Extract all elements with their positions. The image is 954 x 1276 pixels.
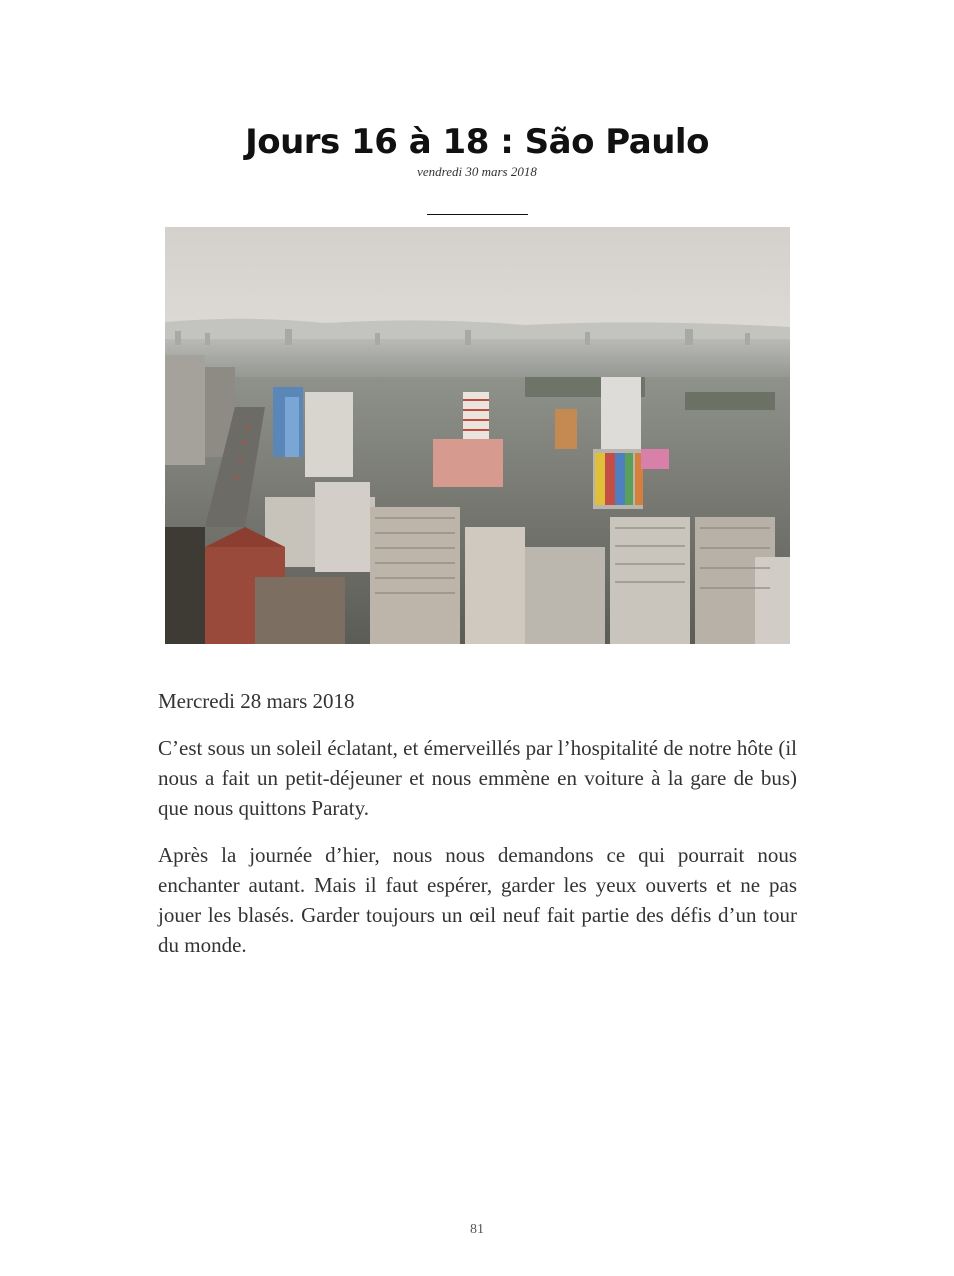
page-title: Jours 16 à 18 : São Paulo — [245, 122, 709, 162]
publish-date: vendredi 30 mars 2018 — [417, 164, 537, 179]
paragraph: Après la journée d’hier, nous nous demandons ce qui pourrait nous enchanter autant. Mais il faut espérer, garder les yeux ouverts et ne pas jouer les blasés. Garder toujours un œil neuf fait partie des défis d’un tour du monde. — [158, 843, 797, 957]
paragraph: C’est sous un soleil éclatant, et émerveillés par l’hospitalité de notre hôte (il nous a fait un petit-déjeuner et nous emmène en voiture à la gare de bus) que nous quittons Paraty. — [158, 736, 797, 820]
sao-paulo-skyline-photo — [165, 227, 790, 644]
page-number: 81 — [470, 1222, 484, 1237]
title-divider — [427, 214, 528, 215]
entry-date: Mercredi 28 mars 2018 — [158, 689, 355, 713]
